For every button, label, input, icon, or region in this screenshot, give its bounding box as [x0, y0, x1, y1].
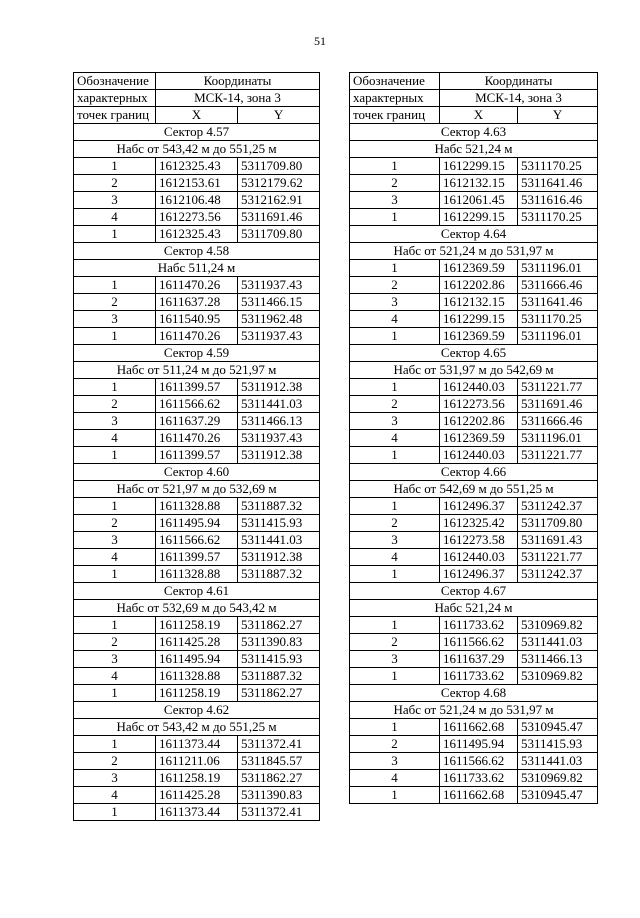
- table-row: [74, 209, 320, 226]
- x-coordinate: 1611373.44: [156, 804, 238, 821]
- x-coordinate: 1611637.28: [156, 294, 238, 311]
- table-row: [350, 498, 598, 515]
- y-coordinate: 5310969.82: [518, 668, 598, 685]
- sector-height: Набс от 511,24 м до 521,97 м: [74, 362, 320, 379]
- table-row: [74, 447, 320, 464]
- y-coordinate: 5311196.01: [518, 328, 598, 345]
- coordinates-header: Координаты: [440, 73, 598, 90]
- point-number: 1: [74, 226, 156, 243]
- x-column-header: X: [156, 107, 238, 124]
- table-row: [350, 668, 598, 685]
- sector-title: Сектор 4.57: [74, 124, 320, 141]
- table-row: [350, 532, 598, 549]
- x-coordinate: 1612061.45: [440, 192, 518, 209]
- point-number: 2: [350, 736, 440, 753]
- table-row: [74, 566, 320, 583]
- point-number: 1: [74, 736, 156, 753]
- point-number: 1: [350, 668, 440, 685]
- point-number: 1: [350, 498, 440, 515]
- point-number: 2: [74, 396, 156, 413]
- point-number: 4: [350, 311, 440, 328]
- table-row: [74, 549, 320, 566]
- sector-height-row: [74, 260, 320, 277]
- sector-height: Набс 521,24 м: [350, 600, 598, 617]
- x-coordinate: 1611328.88: [156, 498, 238, 515]
- x-coordinate: 1612325.43: [156, 158, 238, 175]
- sector-height-row: [350, 481, 598, 498]
- point-number: 4: [74, 209, 156, 226]
- table-row: [74, 311, 320, 328]
- y-coordinate: 5311441.03: [238, 396, 320, 413]
- y-coordinate: 5311641.46: [518, 175, 598, 192]
- x-coordinate: 1611733.62: [440, 770, 518, 787]
- x-coordinate: 1612153.61: [156, 175, 238, 192]
- x-coordinate: 1611399.57: [156, 447, 238, 464]
- point-number: 1: [350, 447, 440, 464]
- y-coordinate: 5311196.01: [518, 260, 598, 277]
- table-row: [350, 294, 598, 311]
- y-coordinate: 5310945.47: [518, 787, 598, 804]
- table-row: [74, 668, 320, 685]
- table-row: [74, 651, 320, 668]
- coordinates-table-left: [73, 72, 320, 821]
- point-number: 1: [74, 498, 156, 515]
- point-number: 3: [74, 192, 156, 209]
- x-coordinate: 1612369.59: [440, 430, 518, 447]
- sector-height: Набс от 521,24 м до 531,97 м: [350, 702, 598, 719]
- sector-title: Сектор 4.66: [350, 464, 598, 481]
- table-row: [74, 158, 320, 175]
- point-number: 1: [350, 787, 440, 804]
- point-number: 1: [74, 379, 156, 396]
- sector-title-row: [74, 345, 320, 362]
- x-coordinate: 1611328.88: [156, 668, 238, 685]
- table-row: [350, 396, 598, 413]
- x-coordinate: 1612273.56: [156, 209, 238, 226]
- point-number: 2: [74, 634, 156, 651]
- point-number: 1: [74, 447, 156, 464]
- point-number: 1: [350, 566, 440, 583]
- x-coordinate: 1612202.86: [440, 413, 518, 430]
- point-number: 3: [350, 192, 440, 209]
- y-coordinate: 5311372.41: [238, 804, 320, 821]
- sector-title: Сектор 4.59: [74, 345, 320, 362]
- x-coordinate: 1611662.68: [440, 719, 518, 736]
- point-number: 2: [74, 175, 156, 192]
- sector-title-row: [350, 583, 598, 600]
- point-number: 3: [350, 413, 440, 430]
- sector-height-row: [350, 141, 598, 158]
- y-coordinate: 5311221.77: [518, 447, 598, 464]
- y-coordinate: 5311937.43: [238, 277, 320, 294]
- y-coordinate: 5311691.46: [238, 209, 320, 226]
- x-coordinate: 1612106.48: [156, 192, 238, 209]
- page-number: 51: [314, 34, 326, 48]
- x-coordinate: 1612496.37: [440, 566, 518, 583]
- table-row: [74, 770, 320, 787]
- designation-header-line-1: Обозначение: [74, 73, 156, 90]
- point-number: 4: [350, 430, 440, 447]
- table-row: [350, 430, 598, 447]
- y-coordinate: 5311887.32: [238, 498, 320, 515]
- sector-title-row: [350, 464, 598, 481]
- y-coordinate: 5311242.37: [518, 498, 598, 515]
- designation-header-line-3: точек границ: [350, 107, 440, 124]
- coordinate-system-header: МСК-14, зона 3: [440, 90, 598, 107]
- point-number: 3: [74, 770, 156, 787]
- y-coordinate: 5311242.37: [518, 566, 598, 583]
- sector-title-row: [74, 583, 320, 600]
- designation-header-line-2: характерных: [350, 90, 440, 107]
- table-row: [350, 753, 598, 770]
- x-coordinate: 1612496.37: [440, 498, 518, 515]
- table-row: [350, 719, 598, 736]
- table-row: [350, 549, 598, 566]
- point-number: 4: [74, 549, 156, 566]
- y-coordinate: 5311666.46: [518, 277, 598, 294]
- x-coordinate: 1612325.43: [156, 226, 238, 243]
- table-row: [74, 379, 320, 396]
- y-coordinate: 5311912.38: [238, 549, 320, 566]
- point-number: 2: [74, 294, 156, 311]
- x-coordinate: 1612132.15: [440, 175, 518, 192]
- point-number: 1: [350, 209, 440, 226]
- y-coordinate: 5311372.41: [238, 736, 320, 753]
- y-coordinate: 5311196.01: [518, 430, 598, 447]
- sector-title-row: [350, 345, 598, 362]
- point-number: 1: [74, 328, 156, 345]
- coordinates-table-right: [349, 72, 598, 804]
- y-coordinate: 5311466.13: [518, 651, 598, 668]
- sectors-body: [74, 124, 320, 821]
- table-row: [350, 634, 598, 651]
- y-coordinate: 5311466.13: [238, 413, 320, 430]
- x-coordinate: 1611540.95: [156, 311, 238, 328]
- y-coordinate: 5311912.38: [238, 379, 320, 396]
- table-row: [74, 634, 320, 651]
- y-coordinate: 5311709.80: [238, 226, 320, 243]
- sector-height: Набс от 521,97 м до 532,69 м: [74, 481, 320, 498]
- x-coordinate: 1611425.28: [156, 634, 238, 651]
- x-coordinate: 1611470.26: [156, 328, 238, 345]
- sector-height: Набс 521,24 м: [350, 141, 598, 158]
- y-coordinate: 5311441.03: [238, 532, 320, 549]
- sector-height-row: [74, 141, 320, 158]
- point-number: 2: [350, 277, 440, 294]
- sector-title-row: [74, 464, 320, 481]
- y-coordinate: 5311912.38: [238, 447, 320, 464]
- x-coordinate: 1611328.88: [156, 566, 238, 583]
- point-number: 1: [350, 328, 440, 345]
- y-coordinate: 5311709.80: [238, 158, 320, 175]
- y-coordinate: 5311887.32: [238, 668, 320, 685]
- point-number: 4: [74, 430, 156, 447]
- y-coordinate: 5311170.25: [518, 311, 598, 328]
- table-row: [350, 379, 598, 396]
- x-coordinate: 1612273.56: [440, 396, 518, 413]
- y-coordinate: 5312162.91: [238, 192, 320, 209]
- sector-title: Сектор 4.61: [74, 583, 320, 600]
- sector-height: Набс от 543,42 м до 551,25 м: [74, 141, 320, 158]
- table-row: [74, 294, 320, 311]
- y-coordinate: 5311170.25: [518, 209, 598, 226]
- x-coordinate: 1612299.15: [440, 209, 518, 226]
- y-coordinate: 5311221.77: [518, 549, 598, 566]
- y-coordinate: 5311962.48: [238, 311, 320, 328]
- x-coordinate: 1612369.59: [440, 328, 518, 345]
- x-coordinate: 1611495.94: [440, 736, 518, 753]
- sector-height: Набс от 521,24 м до 531,97 м: [350, 243, 598, 260]
- y-coordinate: 5311221.77: [518, 379, 598, 396]
- table-row: [350, 209, 598, 226]
- point-number: 4: [74, 787, 156, 804]
- table-row: [74, 498, 320, 515]
- y-coordinate: 5311170.25: [518, 158, 598, 175]
- table-row: [350, 651, 598, 668]
- x-coordinate: 1611470.26: [156, 430, 238, 447]
- x-coordinate: 1611733.62: [440, 617, 518, 634]
- point-number: 2: [350, 175, 440, 192]
- sector-height-row: [74, 719, 320, 736]
- table-row: [74, 226, 320, 243]
- table-row: [350, 566, 598, 583]
- y-coordinate: 5311390.83: [238, 634, 320, 651]
- sector-height-row: [350, 243, 598, 260]
- designation-header-line-3: точек границ: [74, 107, 156, 124]
- point-number: 3: [74, 311, 156, 328]
- sector-title: Сектор 4.68: [350, 685, 598, 702]
- x-coordinate: 1611566.62: [156, 396, 238, 413]
- y-coordinate: 5310969.82: [518, 770, 598, 787]
- y-coordinate: 5311691.46: [518, 396, 598, 413]
- table-row: [74, 192, 320, 209]
- x-column-header: X: [440, 107, 518, 124]
- x-coordinate: 1611566.62: [440, 634, 518, 651]
- point-number: 4: [74, 668, 156, 685]
- coordinate-system-header: МСК-14, зона 3: [156, 90, 320, 107]
- x-coordinate: 1611258.19: [156, 770, 238, 787]
- sector-title-row: [74, 243, 320, 260]
- y-column-header: Y: [238, 107, 320, 124]
- x-coordinate: 1612299.15: [440, 158, 518, 175]
- y-coordinate: 5311415.93: [518, 736, 598, 753]
- x-coordinate: 1611258.19: [156, 685, 238, 702]
- table-row: [350, 617, 598, 634]
- x-coordinate: 1611662.68: [440, 787, 518, 804]
- y-coordinate: 5311862.27: [238, 770, 320, 787]
- y-coordinate: 5311415.93: [238, 651, 320, 668]
- sector-title-row: [350, 685, 598, 702]
- table-row: [74, 413, 320, 430]
- sector-title: Сектор 4.63: [350, 124, 598, 141]
- table-row: [350, 328, 598, 345]
- point-number: 2: [74, 515, 156, 532]
- sector-title-row: [74, 124, 320, 141]
- sector-title: Сектор 4.58: [74, 243, 320, 260]
- x-coordinate: 1612369.59: [440, 260, 518, 277]
- x-coordinate: 1611258.19: [156, 617, 238, 634]
- sector-height-row: [350, 702, 598, 719]
- point-number: 3: [74, 651, 156, 668]
- point-number: 1: [74, 566, 156, 583]
- table-row: [350, 277, 598, 294]
- sector-height: Набс 511,24 м: [74, 260, 320, 277]
- table-row: [74, 532, 320, 549]
- table-row: [350, 736, 598, 753]
- y-coordinate: 5311466.15: [238, 294, 320, 311]
- table-row: [350, 260, 598, 277]
- table-row: [74, 175, 320, 192]
- sector-title: Сектор 4.64: [350, 226, 598, 243]
- table-row: [74, 685, 320, 702]
- x-coordinate: 1611425.28: [156, 787, 238, 804]
- point-number: 1: [74, 158, 156, 175]
- table-row: [350, 192, 598, 209]
- sector-title-row: [74, 702, 320, 719]
- y-coordinate: 5311415.93: [238, 515, 320, 532]
- x-coordinate: 1611733.62: [440, 668, 518, 685]
- point-number: 3: [350, 532, 440, 549]
- table-row: [74, 396, 320, 413]
- sector-title-row: [350, 124, 598, 141]
- point-number: 1: [74, 277, 156, 294]
- table-row: [350, 413, 598, 430]
- table-row: [74, 430, 320, 447]
- sector-height-row: [74, 600, 320, 617]
- sector-height: Набс от 531,97 м до 542,69 м: [350, 362, 598, 379]
- table-row: [74, 515, 320, 532]
- table-row: [350, 515, 598, 532]
- y-coordinate: 5311641.46: [518, 294, 598, 311]
- point-number: 3: [74, 532, 156, 549]
- point-number: 2: [350, 396, 440, 413]
- table-row: [350, 770, 598, 787]
- x-coordinate: 1611566.62: [156, 532, 238, 549]
- x-coordinate: 1612132.15: [440, 294, 518, 311]
- sector-height: Набс от 542,69 м до 551,25 м: [350, 481, 598, 498]
- y-coordinate: 5311616.46: [518, 192, 598, 209]
- y-coordinate: 5311937.43: [238, 430, 320, 447]
- x-coordinate: 1612440.03: [440, 447, 518, 464]
- y-coordinate: 5311390.83: [238, 787, 320, 804]
- x-coordinate: 1611566.62: [440, 753, 518, 770]
- x-coordinate: 1612202.86: [440, 277, 518, 294]
- x-coordinate: 1612440.03: [440, 379, 518, 396]
- table-row: [350, 447, 598, 464]
- x-coordinate: 1611495.94: [156, 515, 238, 532]
- point-number: 4: [350, 549, 440, 566]
- sector-title-row: [350, 226, 598, 243]
- sector-height: Набс от 543,42 м до 551,25 м: [74, 719, 320, 736]
- x-coordinate: 1611399.57: [156, 379, 238, 396]
- y-coordinate: 5311709.80: [518, 515, 598, 532]
- sector-height-row: [350, 600, 598, 617]
- x-coordinate: 1612299.15: [440, 311, 518, 328]
- table-row: [74, 277, 320, 294]
- sector-title: Сектор 4.65: [350, 345, 598, 362]
- point-number: 4: [350, 770, 440, 787]
- table-row: [74, 328, 320, 345]
- y-coordinate: 5311887.32: [238, 566, 320, 583]
- table-row: [350, 175, 598, 192]
- x-coordinate: 1611470.26: [156, 277, 238, 294]
- designation-header-line-2: характерных: [74, 90, 156, 107]
- x-coordinate: 1611211.06: [156, 753, 238, 770]
- table-row: [350, 787, 598, 804]
- coordinates-header: Координаты: [156, 73, 320, 90]
- sector-height-row: [74, 362, 320, 379]
- table-row: [350, 158, 598, 175]
- y-coordinate: 5311666.46: [518, 413, 598, 430]
- table-row: [74, 617, 320, 634]
- point-number: 3: [350, 753, 440, 770]
- point-number: 2: [350, 634, 440, 651]
- point-number: 1: [350, 158, 440, 175]
- point-number: 1: [350, 719, 440, 736]
- y-coordinate: 5311862.27: [238, 617, 320, 634]
- y-coordinate: 5312179.62: [238, 175, 320, 192]
- sector-title: Сектор 4.67: [350, 583, 598, 600]
- y-coordinate: 5311441.03: [518, 634, 598, 651]
- point-number: 3: [74, 413, 156, 430]
- sector-height-row: [350, 362, 598, 379]
- x-coordinate: 1612325.42: [440, 515, 518, 532]
- y-coordinate: 5310969.82: [518, 617, 598, 634]
- sectors-body: [350, 124, 598, 804]
- point-number: 3: [350, 294, 440, 311]
- y-coordinate: 5311937.43: [238, 328, 320, 345]
- x-coordinate: 1611637.29: [156, 413, 238, 430]
- table-row: [74, 753, 320, 770]
- point-number: 3: [350, 651, 440, 668]
- point-number: 1: [350, 379, 440, 396]
- point-number: 1: [74, 804, 156, 821]
- sector-title: Сектор 4.62: [74, 702, 320, 719]
- designation-header-line-1: Обозначение: [350, 73, 440, 90]
- x-coordinate: 1612440.03: [440, 549, 518, 566]
- x-coordinate: 1612273.58: [440, 532, 518, 549]
- y-coordinate: 5311862.27: [238, 685, 320, 702]
- x-coordinate: 1611399.57: [156, 549, 238, 566]
- point-number: 2: [350, 515, 440, 532]
- point-number: 1: [350, 617, 440, 634]
- table-row: [74, 736, 320, 753]
- y-coordinate: 5311691.43: [518, 532, 598, 549]
- point-number: 1: [74, 617, 156, 634]
- y-coordinate: 5311441.03: [518, 753, 598, 770]
- x-coordinate: 1611637.29: [440, 651, 518, 668]
- sector-height-row: [74, 481, 320, 498]
- point-number: 2: [74, 753, 156, 770]
- y-coordinate: 5311845.57: [238, 753, 320, 770]
- y-coordinate: 5310945.47: [518, 719, 598, 736]
- table-row: [74, 787, 320, 804]
- table-row: [74, 804, 320, 821]
- y-column-header: Y: [518, 107, 598, 124]
- x-coordinate: 1611495.94: [156, 651, 238, 668]
- table-row: [350, 311, 598, 328]
- sector-height: Набс от 532,69 м до 543,42 м: [74, 600, 320, 617]
- point-number: 1: [350, 260, 440, 277]
- x-coordinate: 1611373.44: [156, 736, 238, 753]
- point-number: 1: [74, 685, 156, 702]
- sector-title: Сектор 4.60: [74, 464, 320, 481]
